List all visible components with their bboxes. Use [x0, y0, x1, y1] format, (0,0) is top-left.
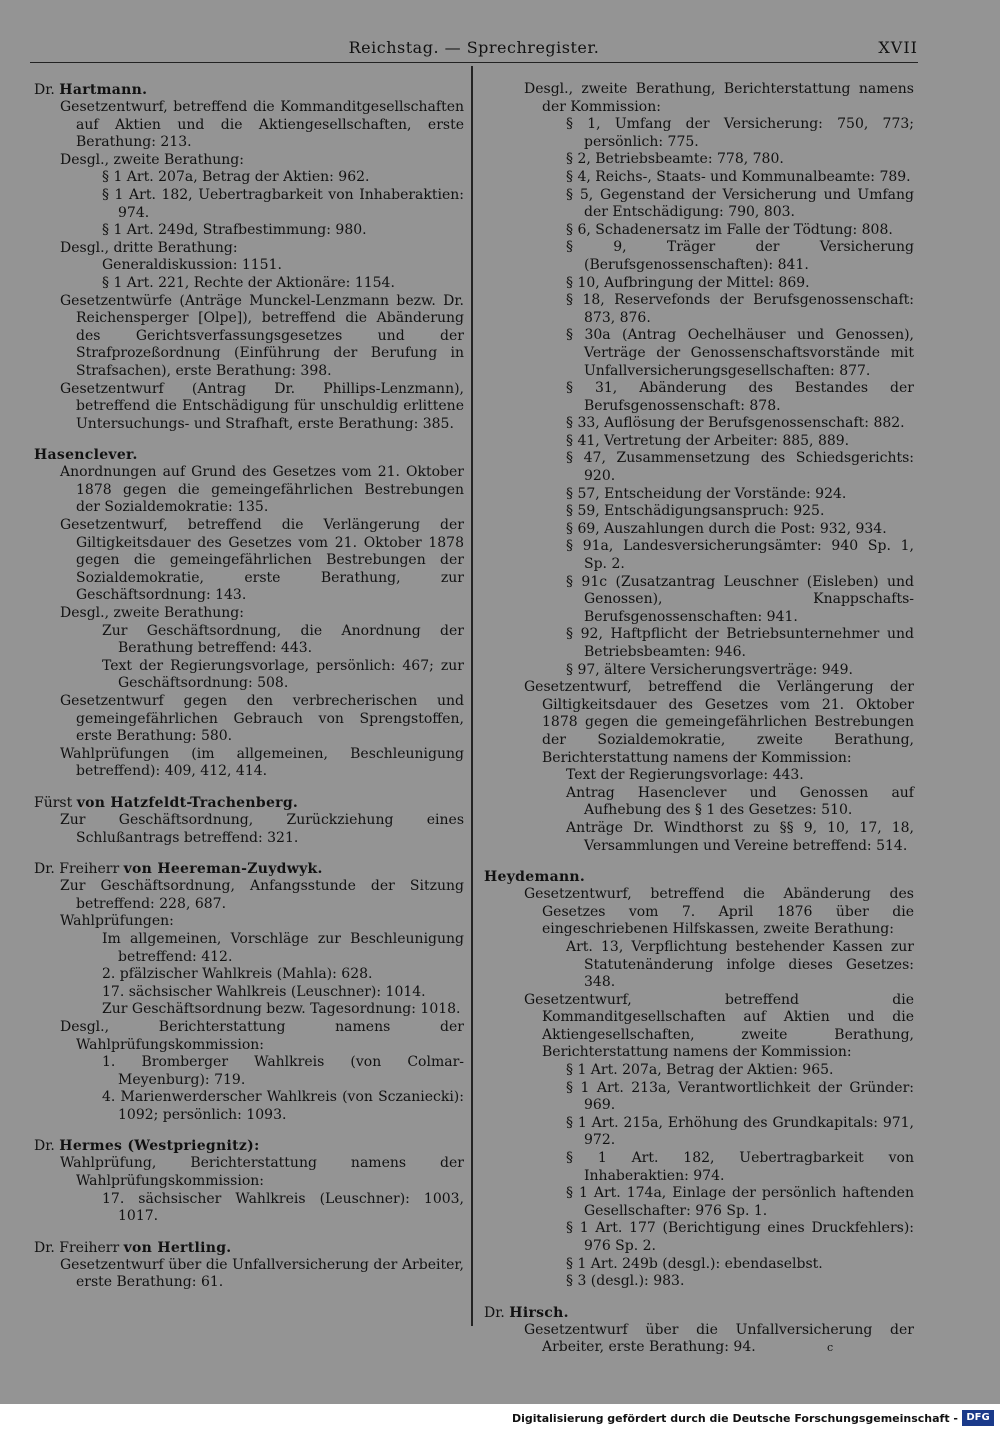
subtopic-line: § 2, Betriebsbeamte: 778, 780.	[566, 151, 784, 168]
register-entry	[34, 81, 464, 433]
subtopic-line: 2. pfälzischer Wahlkreis (Mahla): 628.	[102, 966, 373, 983]
speaker-surname: Hartmann.	[59, 82, 148, 98]
subtopic-line: § 1 Art. 182, Uebertragbarkeit von Inhaberaktien: 974.	[102, 186, 464, 221]
subtopic-line: § 57, Entscheidung der Vorstände: 924.	[566, 485, 847, 502]
subtopic-line: § 9, Träger der Versicherung (Berufsgenossenschaften): 841.	[566, 239, 914, 273]
speaker-name	[484, 1304, 914, 1322]
topic-line: Gesetzentwurf (Antrag Dr. Phillips-Lenzmann), betreffend die Entschädigung für unschuldig erlittene Untersuchungs- und Strafhaft, erste Berathung: 385.	[60, 380, 464, 432]
topic-line: Gesetzentwurf über die Unfallversicherung der Arbeiter, erste Berathung: 61.	[60, 1256, 464, 1291]
register-entry	[484, 81, 914, 855]
topic-line: Zur Geschäftsordnung, Anfangsstunde der Sitzung betreffend: 228, 687.	[60, 878, 464, 912]
subtopic-line: § 1 Art. 207a, Betrag der Aktien: 965.	[566, 1062, 834, 1079]
speaker-name	[34, 1239, 464, 1257]
subtopic-line: § 91a, Landesversicherungsämter: 940 Sp. 1, Sp. 2.	[566, 538, 914, 573]
subtopic-line: 4. Marienwerderscher Wahlkreis (von Sczaniecki): 1092; persönlich: 1093.	[102, 1089, 464, 1123]
speaker-prefix: Dr. Freiherr	[34, 861, 120, 878]
speaker-surname: Hirsch.	[509, 1304, 569, 1321]
speaker-name	[34, 1137, 464, 1155]
subtopic-line: § 5, Gegenstand der Versicherung und Umfang der Entschädigung: 790, 803.	[566, 186, 914, 221]
topic-line: Desgl., dritte Berathung:	[60, 239, 238, 256]
topic-line: Wahlprüfungen:	[60, 913, 174, 930]
topic-line: Gesetzentwurf, betreffend die Verlängerung der Giltigkeitsdauer des Gesetzes vom 21. Oktober 1878 gegen die gemeingefährlichen Bestrebungen der Sozialdemokratie, zweite Berathung, Berichterstattung namens der Kommission:	[524, 679, 914, 766]
topic-line: Wahlprüfungen (im allgemeinen, Beschleunigung betreffend): 409, 412, 414.	[60, 745, 464, 780]
right-column	[484, 81, 914, 1370]
speaker-prefix: Dr.	[484, 1304, 505, 1321]
subtopic-line: § 69, Auszahlungen durch die Post: 932, 934.	[566, 520, 887, 537]
topic-line: Wahlprüfung, Berichterstattung namens der Wahlprüfungskommission:	[60, 1155, 464, 1190]
subtopic-line: § 6, Schadenersatz im Falle der Tödtung: 808.	[566, 221, 893, 238]
register-entry	[34, 794, 464, 847]
speaker-prefix: Dr.	[34, 1138, 55, 1155]
footer-credit: Digitalisierung gefördert durch die Deutsche Forschungsgemeinschaft -	[511, 1412, 958, 1425]
subtopic-line: Antrag Hasenclever und Genossen auf Aufhebung des § 1 des Gesetzes: 510.	[566, 784, 914, 819]
speaker-surname: von Hertling.	[123, 1239, 232, 1256]
subtopic-line: § 91c (Zusatzantrag Leuschner (Eisleben) und Genossen), Knappschafts-Berufsgenossenschaften: 941.	[566, 573, 914, 625]
subtopic-line: § 1 Art. 207a, Betrag der Aktien: 962.	[102, 169, 370, 186]
subtopic-line: § 18, Reservefonds der Berufsgenossenschaft: 873, 876.	[566, 292, 914, 326]
dfg-logo: DFG	[962, 1410, 994, 1426]
topic-line: Gesetzentwurf, betreffend die Kommanditgesellschaften auf Aktien und die Aktiengesellschaften, zweite Berathung, Berichterstattung namens der Kommission:	[524, 991, 914, 1061]
page-header	[30, 36, 918, 63]
register-entry	[34, 1137, 464, 1225]
subtopic-line: Art. 13, Verpflichtung bestehender Kassen zur Statutenänderung infolge dieses Gesetzes: 348.	[566, 938, 914, 991]
page-number: XVII	[878, 38, 918, 57]
topic-line: Gesetzentwurf gegen den verbrecherischen und gemeingefährlichen Gebrauch von Sprengstoffen, erste Berathung: 580.	[60, 693, 464, 745]
speaker-surname: Heydemann.	[484, 869, 586, 886]
subtopic-line: 17. sächsischer Wahlkreis (Leuschner): 1014.	[102, 983, 426, 1000]
subtopic-line: Anträge Dr. Windthorst zu §§ 9, 10, 17, 18, Versammlungen und Vereine betreffend: 514.	[566, 819, 914, 854]
subtopic-line: § 10, Aufbringung der Mittel: 869.	[566, 274, 810, 291]
speaker-surname: von Heereman-Zuydwyk.	[123, 861, 323, 878]
speaker-prefix: Dr. Freiherr	[34, 1239, 120, 1256]
topic-line: Gesetzentwurf über die Unfallversicherung der Arbeiter, erste Berathung: 94.	[524, 1321, 914, 1356]
speaker-name	[34, 446, 464, 464]
speaker-prefix: Fürst	[34, 794, 73, 811]
register-entry	[484, 1304, 914, 1357]
subtopic-line: Zur Geschäftsordnung, die Anordnung der Berathung betreffend: 443.	[102, 622, 464, 657]
subtopic-line: § 3 (desgl.): 983.	[566, 1273, 685, 1290]
subtopic-line: § 97, ältere Versicherungsverträge: 949.	[566, 661, 853, 678]
topic-line: Gesetzentwurf, betreffend die Abänderung des Gesetzes vom 7. April 1876 über die eingeschriebenen Hilfskassen, zweite Berathung:	[524, 886, 914, 938]
subtopic-line: § 4, Reichs-, Staats- und Kommunalbeamte: 789.	[566, 168, 911, 185]
subtopic-line: Text der Regierungsvorlage: 443.	[566, 767, 804, 784]
subtopic-line: 17. sächsischer Wahlkreis (Leuschner): 1003, 1017.	[102, 1190, 464, 1225]
subtopic-line: § 1 Art. 249d, Strafbestimmung: 980.	[102, 222, 367, 239]
subtopic-line: Zur Geschäftsordnung bezw. Tagesordnung: 1018.	[102, 1001, 461, 1018]
subtopic-line: § 59, Entschädigungsanspruch: 925.	[566, 503, 825, 520]
speaker-name	[34, 860, 464, 878]
subtopic-line: § 1 Art. 177 (Berichtigung eines Druckfehlers): 976 Sp. 2.	[566, 1220, 914, 1254]
subtopic-line: § 41, Vertretung der Arbeiter: 885, 889.	[566, 432, 850, 449]
subtopic-line: § 33, Auflösung der Berufsgenossenschaft: 882.	[566, 415, 905, 432]
subtopic-line: § 1 Art. 182, Uebertragbarkeit von Inhaberaktien: 974.	[566, 1150, 914, 1184]
subtopic-line: § 30a (Antrag Oechelhäuser und Genossen), Verträge der Genossenschaftsvorstände mit Unfallversicherungsgesellschaften: 877.	[566, 327, 914, 379]
speaker-name	[34, 81, 464, 99]
speaker-prefix: Dr.	[34, 82, 55, 98]
topic-line: Desgl., zweite Berathung:	[60, 151, 244, 168]
topic-line: Zur Geschäftsordnung, Zurückziehung eines Schlußantrags betreffend: 321.	[60, 811, 464, 846]
subtopic-line: § 1 Art. 174a, Einlage der persönlich haftenden Gesellschafter: 976 Sp. 1.	[566, 1185, 914, 1219]
topic-line: Desgl., zweite Berathung:	[60, 605, 244, 622]
subtopic-line: § 1 Art. 213a, Verantwortlichkeit der Gründer: 969.	[566, 1079, 914, 1114]
subtopic-line: § 1 Art. 249b (desgl.): ebendaselbst.	[566, 1255, 823, 1272]
topic-line: Gesetzentwurf, betreffend die Verlängerung der Giltigkeitsdauer des Gesetzes vom 21. Oktober 1878 gegen die gemeingefährlichen Bestrebungen der Sozialdemokratie, erste Berathung, zur Geschäftsordnung: 143.	[60, 517, 464, 604]
topic-line: Desgl., Berichterstattung namens der Wahlprüfungskommission:	[60, 1018, 464, 1053]
speaker-name	[34, 794, 464, 812]
subtopic-line: § 31, Abänderung des Bestandes der Berufsgenossenschaft: 878.	[566, 380, 914, 414]
subtopic-line: Text der Regierungsvorlage, persönlich: 467; zur Geschäftsordnung: 508.	[102, 657, 464, 692]
speaker-surname: von Hatzfeldt-Trachenberg.	[76, 794, 299, 811]
subtopic-line: § 47, Zusammensetzung des Schiedsgerichts: 920.	[566, 450, 914, 485]
subtopic-line: § 1 Art. 215a, Erhöhung des Grundkapitals: 971, 972.	[566, 1114, 914, 1149]
register-entry	[484, 868, 914, 1291]
bottom-mark: c	[827, 1341, 834, 1354]
subtopic-line: § 1, Umfang der Versicherung: 750, 773; persönlich: 775.	[566, 116, 914, 150]
topic-line: Anordnungen auf Grund des Gesetzes vom 21. Oktober 1878 gegen die gemeingefährlichen Bestrebungen der Sozialdemokratie: 135.	[60, 464, 464, 516]
register-entry	[34, 1239, 464, 1292]
speaker-surname: Hasenclever.	[34, 447, 138, 464]
digitization-footer	[0, 1404, 1000, 1432]
topic-line: Gesetzentwurf, betreffend die Kommanditgesellschaften auf Aktien und die Aktiengesellschaften, erste Berathung: 213.	[60, 99, 464, 151]
subtopic-line: 1. Bromberger Wahlkreis (von Colmar-Meyenburg): 719.	[102, 1054, 464, 1088]
running-title: Reichstag. — Sprechregister.	[348, 38, 600, 57]
topic-line: Gesetzentwürfe (Anträge Munckel-Lenzmann bezw. Dr. Reichensperger [Olpe]), betreffend die Abänderung des Gerichtsverfassungsgesetzes und der Strafprozeßordnung (Einführung der Berufung in Strafsachen), erste Berathung: 398.	[60, 292, 464, 379]
column-divider	[471, 66, 473, 1326]
speaker-name	[484, 868, 914, 886]
speaker-surname: Hermes (Westpriegnitz):	[59, 1138, 260, 1155]
subtopic-line: § 1 Art. 221, Rechte der Aktionäre: 1154.	[102, 274, 395, 291]
subtopic-line: Generaldiskussion: 1151.	[102, 257, 282, 274]
register-entry	[34, 860, 464, 1124]
register-entry	[34, 446, 464, 781]
topic-line: Desgl., zweite Berathung, Berichterstattung namens der Kommission:	[524, 81, 914, 115]
subtopic-line: § 92, Haftpflicht der Betriebsunternehmer und Betriebsbeamten: 946.	[566, 626, 914, 660]
subtopic-line: Im allgemeinen, Vorschläge zur Beschleunigung betreffend: 412.	[102, 930, 464, 965]
left-column	[34, 81, 464, 1305]
